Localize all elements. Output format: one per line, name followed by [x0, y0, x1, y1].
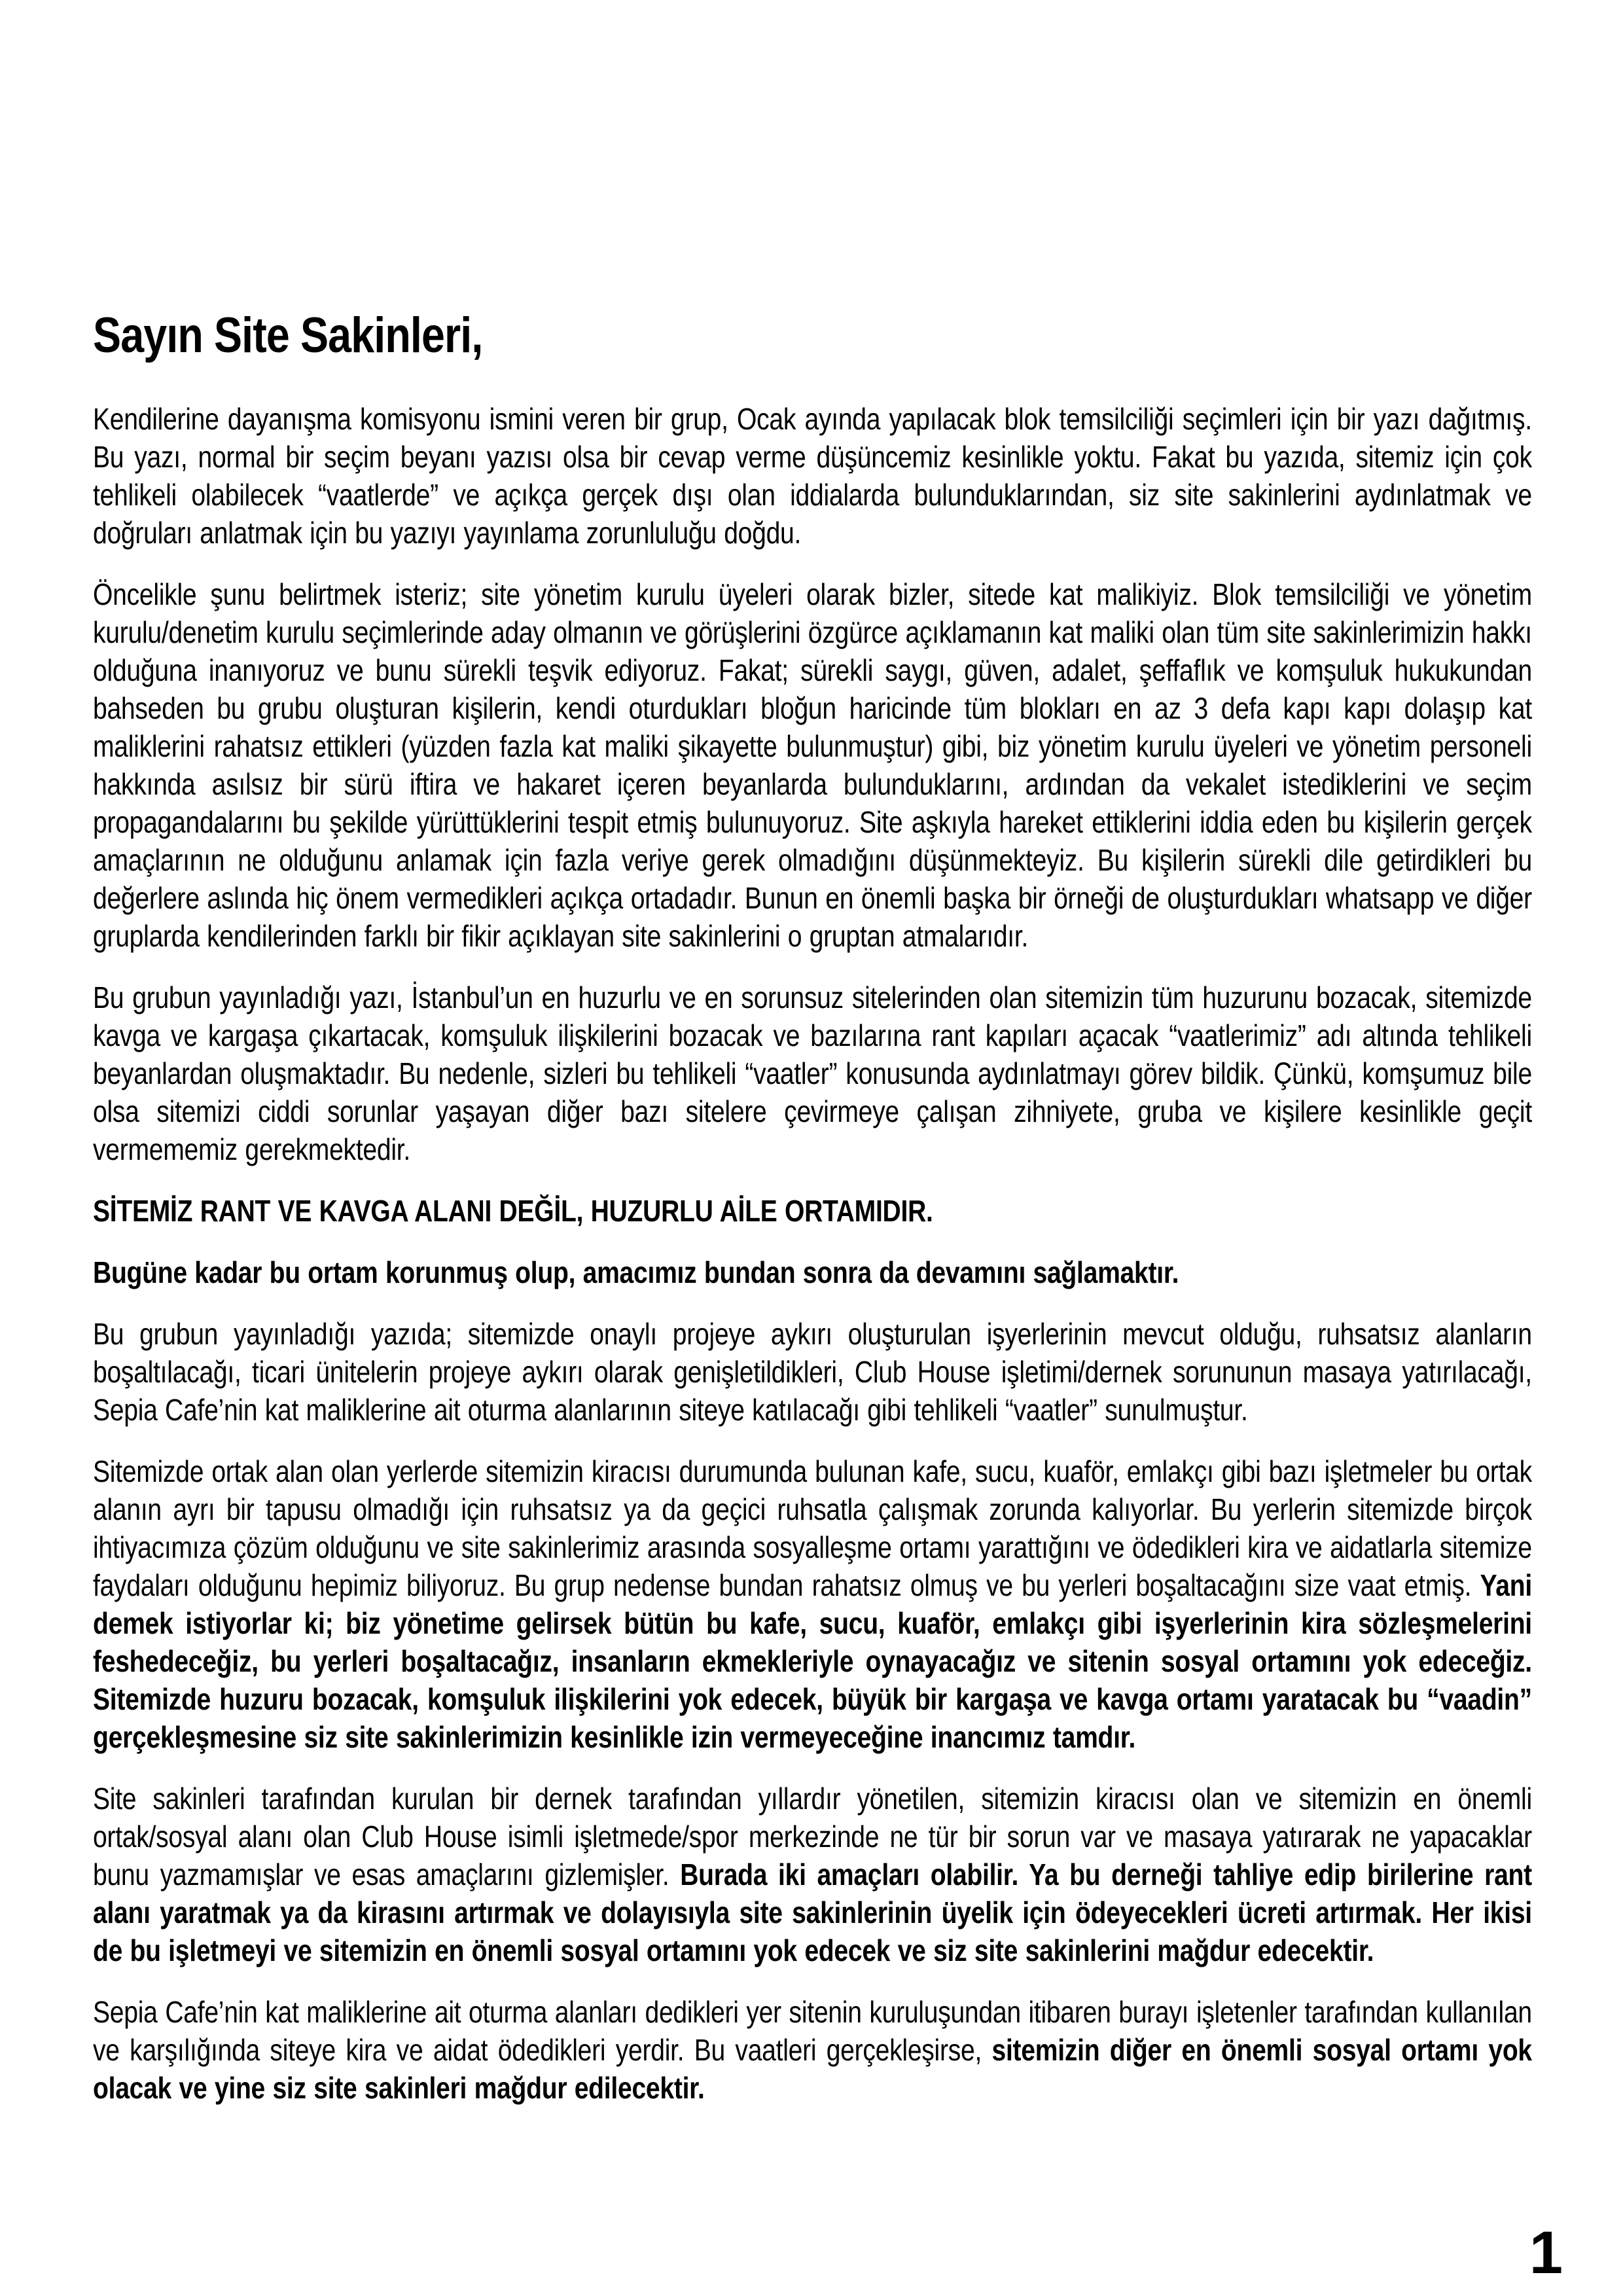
paragraph [93, 1315, 1532, 1429]
text-run: Bu grubun yayınladığı yazıda; sitemizde onaylı projeye aykırı oluşturulan işyerlerinin mevcut olduğu, ruhsatsız alanların boşaltılacağı, ticari ünitelerin projeye aykırı olarak genişletildikleri, Club House işletimi/dernek sorununun masaya yatırılacağı, Sepia Cafe’nin kat maliklerine ait oturma alanlarının siteye katılacağı gibi tehlikeli “vaatler” sunulmuştur. [93, 1317, 1532, 1427]
section-heading [93, 1192, 1532, 1230]
paragraph [93, 1780, 1532, 1969]
page-number: 1 [1529, 2219, 1563, 2286]
text-run: Bu grubun yayınladığı yazı, İstanbul’un en huzurlu ve en sorunsuz sitelerinden olan sitemizin tüm huzurunu bozacak, sitemizde kavga ve kargaşa çıkartacak, komşuluk ilişkilerini bozacak ve bazılarına rant kapıları açacak “vaatlerimiz” adı altında tehlikeli beyanlardan oluşmaktadır. Bu nedenle, sizleri bu tehlikeli “vaatler” konusunda aydınlatmayı görev bildik. Çünkü, komşumuz bile olsa sitemizi ciddi sorunlar yaşayan diğer bazı sitelere çevirmeye çalışan zihniyete, gruba ve kişilere kesinlikle geçit vermememiz gerekmektedir. [93, 980, 1532, 1167]
text-run: Burada iki amaçları olabilir. Ya bu derneği tahliye edip birilerine rant alanı yaratmak ya da kirasını artırmak ve dolayısıyla site sakinlerinin üyelik için ödeyecekleri ücreti artırmak. Her ikisi de bu işletmeyi ve sitemizin en önemli sosyal ortamını yok edecek ve siz site sakinlerini mağdur edecektir. [93, 1857, 1532, 1968]
paragraph [93, 575, 1532, 955]
paragraph [93, 1452, 1532, 1756]
text-run: Bugüne kadar bu ortam korunmuş olup, amacımız bundan sonra da devamını sağlamaktır. [93, 1255, 1179, 1290]
page-title: Sayın Site Sakinleri, [93, 308, 483, 363]
text-run: sitemizin diğer en önemli sosyal ortamı yok olacak ve yine siz site sakinleri mağdur edilecektir. [93, 2033, 1532, 2106]
section-heading [93, 1253, 1532, 1291]
text-run: Yani demek istiyorlar ki; biz yönetime gelirsek bütün bu kafe, sucu, kuaför, emlakçı gibi işyerlerinin kira sözleşmelerini feshedeceğiz, bu yerleri boşaltacağız, insanların ekmekleriyle oynayacağız ve sitenin sosyal ortamını yok edeceğiz. Sitemizde huzuru bozacak, komşuluk ilişkilerini yok edecek, büyük bir kargaşa ve kavga ortamı yaratacak bu “vaadin” gerçekleşmesine siz site sakinlerimizin kesinlikle izin vermeyeceğine inancımız tamdır. [93, 1568, 1532, 1755]
document-body [93, 400, 1532, 2107]
paragraph [93, 978, 1532, 1168]
text-run: Site sakinleri tarafından kurulan bir dernek tarafından yıllardır yönetilen, sitemizin kiracısı olan ve sitemizin en önemli ortak/sosyal alanı olan Club House isimli işletmede/spor merkezinde ne tür bir sorun var ve masaya yatırarak ne yapacaklar bunu yazmamışlar ve esas amaçlarını gizlemişler. [93, 1782, 1532, 1892]
paragraph [93, 1993, 1532, 2107]
text-run: Kendilerine dayanışma komisyonu ismini veren bir grup, Ocak ayında yapılacak blok temsilciliği seçimleri için bir yazı dağıtmış. Bu yazı, normal bir seçim beyanı yazısı olsa bir cevap verme düşüncemiz kesinlikle yoktu. Fakat bu yazıda, sitemiz için çok tehlikeli olabilecek “vaatlerde” ve açıkça gerçek dışı olan iddialarda bulunduklarından, siz site sakinlerini aydınlatmak ve doğruları anlatmak için bu yazıyı yayınlama zorunluluğu doğdu. [93, 402, 1532, 550]
text-run: Sepia Cafe’nin kat maliklerine ait oturma alanları dedikleri yer sitenin kuruluşundan itibaren burayı işletenler tarafından kullanılan ve karşılığında siteye kira ve aidat ödedikleri yerdir. Bu vaatleri gerçekleşirse, [93, 1995, 1532, 2068]
paragraph [93, 400, 1532, 552]
document-content [93, 308, 1532, 2130]
text-run: Sitemizde ortak alan olan yerlerde sitemizin kiracısı durumunda bulunan kafe, sucu, kuaför, emlakçı gibi bazı işletmeler bu ortak alanın ayrı bir tapusu olmadığı için ruhsatsız ya da geçici ruhsatla çalışmak zorunda kalıyorlar. Bu yerlerin sitemizde birçok ihtiyacımıza çözüm olduğunu ve site sakinlerimiz arasında sosyalleşme ortamı yarattığını ve ödedikleri kira ve aidatlarla sitemize faydaları olduğunu hepimiz biliyoruz. Bu grup nedense bundan rahatsız olmuş ve bu yerleri boşaltacağını size vaat etmiş. [93, 1454, 1532, 1603]
text-run: SİTEMİZ RANT VE KAVGA ALANI DEĞİL, HUZURLU AİLE ORTAMIDIR. [93, 1194, 933, 1229]
text-run: Öncelikle şunu belirtmek isteriz; site yönetim kurulu üyeleri olarak bizler, sitede kat malikiyiz. Blok temsilciliği ve yönetim kurulu/denetim kurulu seçimlerinde aday olmanın ve görüşlerini özgürce açıklamanın kat maliki olan tüm site sakinlerimizin hakkı olduğuna inanıyoruz ve bunu sürekli teşvik ediyoruz. Fakat; sürekli saygı, güven, adalet, şeffaflık ve komşuluk hukukundan bahseden bu grubu oluşturan kişilerin, kendi oturdukları bloğun haricinde tüm blokları en az 3 defa kapı kapı dolaşıp kat maliklerini rahatsız ettikleri (yüzden fazla kat maliki şikayette bulunmuştur) gibi, biz yönetim kurulu üyeleri ve yönetim personeli hakkında asılsız bir sürü iftira ve hakaret içeren beyanlarda bulunduklarını, ardından da vekalet istediklerini ve seçim propagandalarını bu şekilde yürüttüklerini tespit etmiş bulunuyoruz. Site aşkıyla hareket ettiklerini iddia eden bu kişilerin gerçek amaçlarının ne olduğunu anlamak için fazla veriye gerek olmadığını düşünmekteyiz. Bu kişilerin sürekli dile getirdikleri bu değerlere aslında hiç önem vermedikleri açıkça ortadadır. Bunun en önemli başka bir örneği de oluşturdukları whatsapp ve diğer gruplarda kendilerinden farklı bir fikir açıklayan site sakinlerini o gruptan atmalarıdır. [93, 577, 1532, 954]
